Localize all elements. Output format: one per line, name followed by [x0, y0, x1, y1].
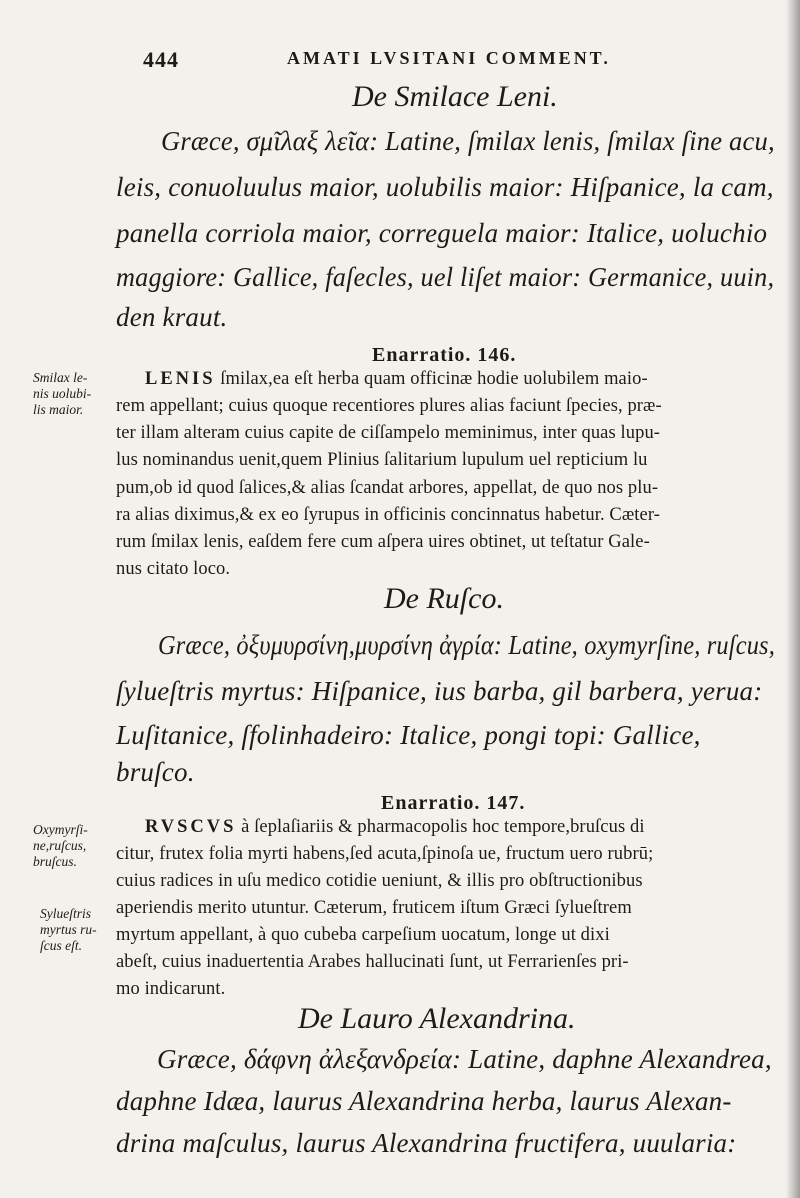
body-line: cuius radices in uſu medico cotidie ueniunt, & illis pro obſtructionibus	[116, 871, 643, 891]
body-line: myrtum appellant, à quo cubeba carpeſium uocatum, longe ut dixi	[116, 925, 610, 945]
page-edge-shadow	[786, 0, 800, 1198]
synonym-line: leis, conuoluulus maior, uolubilis maior: Hiſpanice, la cam,	[116, 172, 774, 202]
body-line: ra alias diximus,& ex eo ſyrupus in officinis concinnatus habetur. Cæter-	[116, 505, 661, 525]
section-heading: De Ruſco.	[384, 582, 504, 615]
synonym-line: panella corriola maior, correguela maior: Italice, uoluchio	[116, 218, 768, 248]
synonym-line: den kraut.	[116, 302, 228, 332]
body-line: citur, frutex folia myrti habens,ſed acuta,ſpinoſa ue, fructum uero rubrū;	[116, 844, 654, 864]
synonym-line: Græce, σμῖλαξ λεῖα: Latine, ſmilax lenis, ſmilax ſine acu,	[161, 126, 775, 156]
body-line: LENIS ſmilax,ea eſt herba quam officinæ hodie uolubilem maio-	[145, 369, 648, 389]
synonym-line: Luſitanice, ſfolinhadeiro: Italice, pongi topi: Gallice,	[116, 720, 701, 750]
body-line: rum ſmilax lenis, eaſdem fere cum aſpera uires obtinet, ut teſtatur Gale-	[116, 532, 650, 552]
body-line: lus nominandus uenit,quem Plinius ſalitarium lupulum uel repticium lu	[116, 450, 648, 470]
margin-note: Sylueſtris myrtus ru- ſcus eſt.	[40, 906, 97, 953]
synonym-line: daphne Idæa, laurus Alexandrina herba, laurus Alexan-	[116, 1086, 732, 1116]
enarratio-heading: Enarratio. 147.	[381, 792, 526, 814]
body-line: pum,ob id quod ſalices,& alias ſcandat arbores, appellat, de quo nos plu-	[116, 478, 659, 498]
synonym-line: Græce, δάφνη ἀλεξανδρεία: Latine, daphne Alexandrea,	[157, 1044, 772, 1074]
margin-note: Smilax le- nis uolubi- lis maior.	[33, 370, 92, 417]
body-line: nus citato loco.	[116, 559, 231, 579]
body-line: mo indicarunt.	[116, 979, 226, 999]
synonym-line: ſylueſtris myrtus: Hiſpanice, ius barba, gil barbera, yerua:	[116, 676, 763, 706]
section-heading: De Lauro Alexandrina.	[298, 1002, 576, 1035]
body-line: RVSCVS à ſeplaſiariis & pharmacopolis hoc tempore,bruſcus di	[145, 817, 645, 837]
page-number: 444	[143, 47, 179, 72]
synonym-line: maggiore: Gallice, faſecles, uel liſet maior: Germanice, uuin,	[116, 262, 775, 292]
body-line: rem appellant; cuius quoque recentiores plures alias faciunt ſpecies, præ-	[116, 396, 662, 416]
synonym-line: drina maſculus, laurus Alexandrina fructifera, uuularia:	[116, 1128, 737, 1158]
margin-note: Oxymyrſi- ne,ruſcus, bruſcus.	[33, 822, 88, 869]
running-title: AMATI LVSITANI COMMENT.	[287, 48, 611, 68]
synonym-line: Græce, ὀξυμυρσίνη,μυρσίνη ἀγρία: Latine, oxymyrſine, ruſcus,	[158, 630, 775, 660]
section-heading: De Smilace Leni.	[352, 80, 558, 113]
body-line: ter illam alteram cuius capite de ciſſampelo meminimus, inter quas lupu-	[116, 423, 661, 443]
body-line: aperiendis merito utuntur. Cæterum, fruticem iſtum Græci ſylueſtrem	[116, 898, 632, 918]
body-line: abeſt, cuius inaduertentia Arabes hallucinati ſunt, ut Ferrarienſes pri-	[116, 952, 629, 972]
enarratio-heading: Enarratio. 146.	[372, 344, 517, 366]
drop-word: LENIS	[145, 369, 216, 389]
synonym-line: bruſco.	[116, 757, 195, 787]
drop-word: RVSCVS	[145, 817, 237, 837]
